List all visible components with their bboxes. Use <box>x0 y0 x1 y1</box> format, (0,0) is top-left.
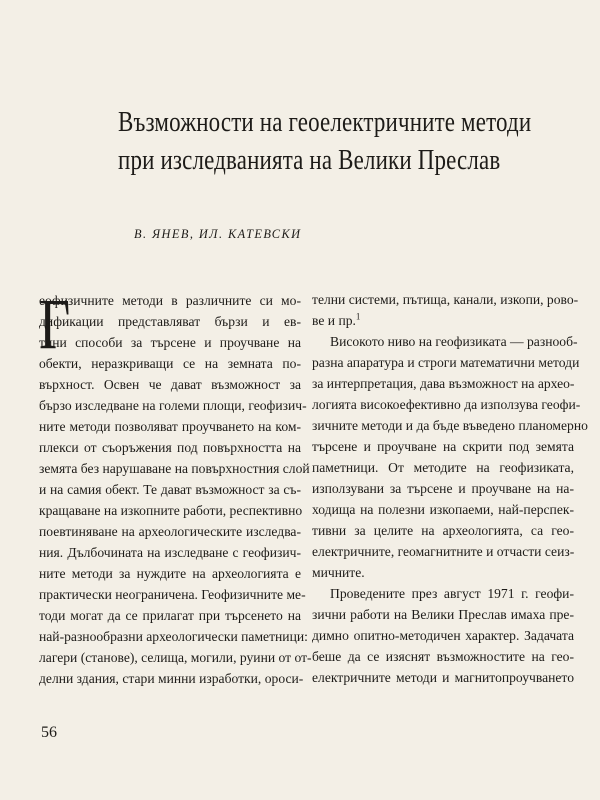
page-number: 56 <box>41 724 57 741</box>
left-line: дификации представляват бързи и ев- <box>39 314 301 329</box>
left-line: еофизичните методи в различните си мо- <box>39 293 301 308</box>
left-line: земята без нарушаване на повърхностния слой <box>39 461 310 476</box>
left-line: кращаване на изкопните работи, респективно <box>39 503 303 518</box>
right-line: за интерпретация, дава възможност на архео- <box>312 376 575 391</box>
right-line: електричните методи и магнитопроучването <box>312 670 574 685</box>
left-line: лагери (станове), селища, могили, руини от от- <box>39 650 312 665</box>
right-line: логията високоефективно да използува геофи- <box>312 397 581 412</box>
left-line: ния. Дълбочината на изследване с геофизич- <box>39 545 301 560</box>
right-line: зични работи на Велики Преслав имаха пре- <box>312 607 574 622</box>
right-column <box>312 289 588 688</box>
right-line: беше да се изяснят възможностите на гео- <box>312 649 574 664</box>
right-line: търсене и проучване на скрити под земята <box>312 439 574 454</box>
left-line: върхност. Освен че дават възможност за <box>39 377 301 392</box>
left-line: най-разнообразни археологически паметници: <box>39 629 308 644</box>
right-line: димно опитно-методичен характер. Задачата <box>312 628 574 643</box>
right-line-with-footnote <box>312 310 574 331</box>
left-line: обекти, неразкриващи се на земната по- <box>39 356 301 371</box>
left-line: тоди могат да се прилагат при търсенето на <box>39 608 301 623</box>
left-line: практически неограничена. Геофизичните ме- <box>39 587 306 602</box>
right-line: Проведените през август 1971 г. геофи- <box>330 586 574 601</box>
right-line-text: ве и пр. <box>312 313 356 328</box>
drop-cap: Г <box>39 284 71 364</box>
article-title <box>118 104 532 180</box>
right-line: мичните. <box>312 565 365 580</box>
left-column <box>39 284 312 689</box>
left-line: плекси от съоръжения под повърхността на <box>39 440 301 455</box>
right-line: паметници. От методите на геофизиката, <box>312 460 574 475</box>
left-line: поевтиняване на археологическите изследва- <box>39 524 301 539</box>
right-line: тивни за целите на археологията, са гео- <box>312 523 574 538</box>
left-line: ните методи за нуждите на археологията е <box>39 566 301 581</box>
right-line: ходища на полезни изкопаеми, най-перспек- <box>312 502 574 517</box>
left-line: и на самия обект. Те дават възможност за съ- <box>39 482 301 497</box>
left-line: тини способи за търсене и проучване на <box>39 335 301 350</box>
right-line: електричните, геомагнитните и отчасти сеиз- <box>312 544 575 559</box>
left-line: делни здания, стари минни изработки, ороси- <box>39 671 304 686</box>
left-line: бързо изследване на големи площи, геофизич- <box>39 398 307 413</box>
footnote-ref: 1 <box>355 311 361 322</box>
right-line: телни системи, пътища, канали, изкопи, рово- <box>312 292 579 307</box>
title-line-1: Възможности на геоелектричните методи <box>118 107 532 138</box>
right-line: зичните методи и да бъде въведено планомерно <box>312 418 588 433</box>
right-line: използувани за търсене и проучване на на- <box>312 481 574 496</box>
right-line: разна апаратура и строги математични методи <box>312 355 580 370</box>
left-line: ните методи позволяват проучването на ком- <box>39 419 301 434</box>
title-line-2: при изследванията на Велики Преслав <box>118 145 501 176</box>
authors-byline: В. ЯНЕВ, ИЛ. КАТЕВСКИ <box>134 226 302 241</box>
right-line: Високото ниво на геофизиката — разнооб- <box>330 334 578 349</box>
